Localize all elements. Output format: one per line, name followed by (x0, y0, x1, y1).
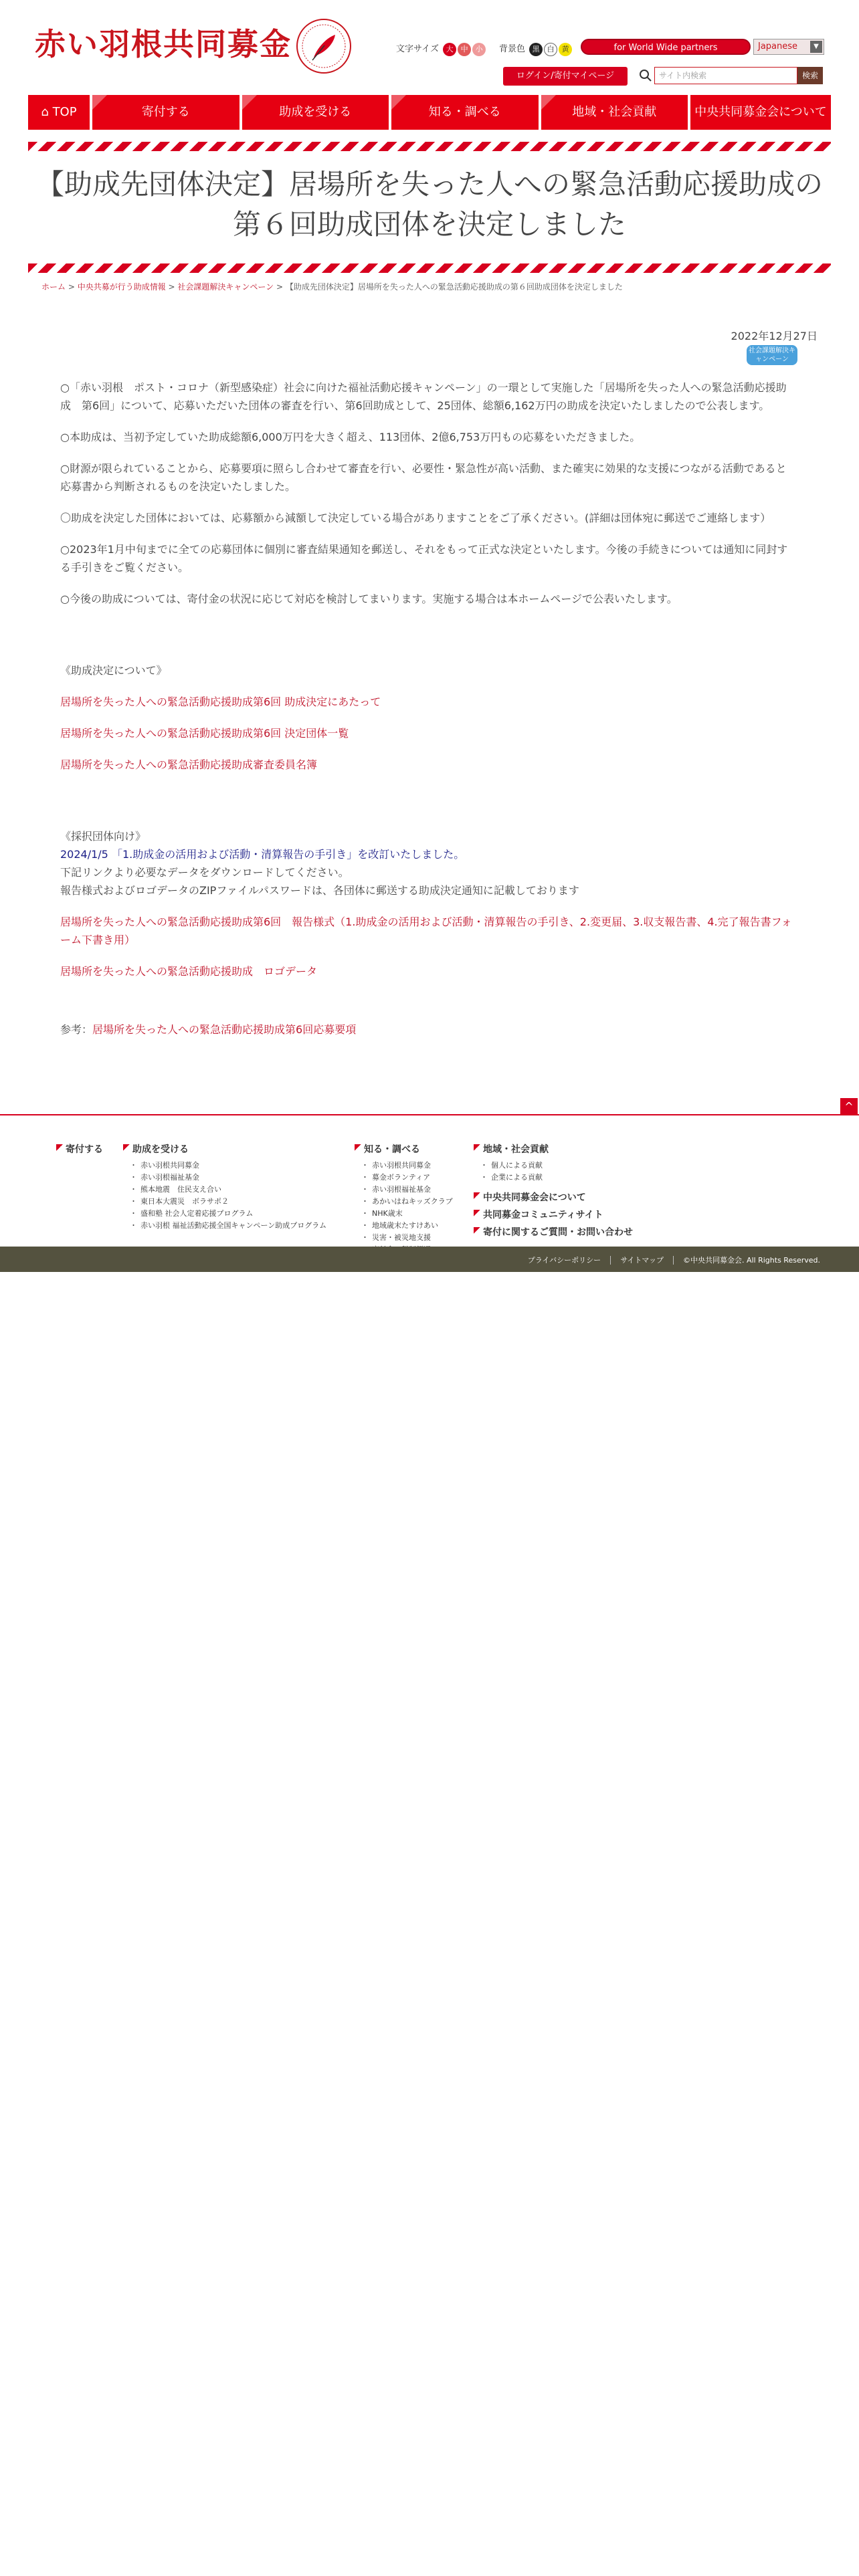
privacy-policy-link[interactable]: プライバシーポリシー (527, 1256, 601, 1265)
search-input[interactable]: サイト内検索 (654, 67, 797, 84)
article-body (60, 379, 796, 1052)
stripe-divider-bottom (28, 263, 831, 273)
bg-color-label: 背景色 (499, 44, 526, 54)
search-button[interactable]: 検索 (797, 67, 823, 84)
sitemap-link[interactable]: サイトマップ (610, 1256, 673, 1265)
bg-color-white[interactable]: 白 (544, 43, 557, 56)
footer-list-item[interactable]: ・ 盛和塾 社会人定着応援プログラム (132, 1208, 326, 1220)
font-size-large[interactable]: 大 (443, 43, 456, 56)
footer-list-item[interactable]: ・ 個人による貢献 (483, 1160, 633, 1172)
nav-community[interactable]: 地域・社会貢献 (541, 95, 688, 130)
footer-list-item[interactable]: ・ 企業による貢献 (483, 1172, 633, 1184)
footer-list-item[interactable]: ・ 赤い羽根共同募金 (132, 1160, 326, 1172)
footer-col-community (474, 1142, 633, 1243)
footer-link-community[interactable]: 地域・社会貢献 (474, 1142, 633, 1156)
footer-bottom-links (518, 1255, 830, 1265)
decision-heading: 《助成決定について》 (60, 664, 167, 677)
decision-link-notes[interactable]: 居場所を失った人への緊急活動応援助成第6回 助成決定にあたって (60, 695, 381, 708)
footer-link-about[interactable]: 中央共同募金会について (474, 1190, 633, 1204)
decision-link-committee[interactable]: 居場所を失った人への緊急活動応援助成審査委員名簿 (60, 758, 318, 771)
global-nav (28, 95, 831, 130)
reference-line: 参考：居場所を失った人への緊急活動応援助成第6回応募要項 (60, 1023, 357, 1036)
footer-list-item[interactable]: ・ あかいはねキッズクラブ (364, 1196, 453, 1208)
footer-list-item[interactable]: ・ 赤い羽根福祉基金 (364, 1184, 453, 1196)
stripe-divider-top (28, 142, 831, 151)
footer-list-item[interactable]: ・ 災害・被災地支援 (364, 1232, 453, 1244)
footer-divider (0, 1114, 859, 1115)
reference-link[interactable]: 居場所を失った人への緊急活動応援助成第6回応募要項 (92, 1023, 357, 1036)
footer-link-donate[interactable]: 寄付する (56, 1142, 103, 1156)
language-select[interactable] (753, 39, 824, 55)
breadcrumb-level1[interactable]: 中央共募が行う助成情報 (77, 282, 166, 292)
font-size-label: 文字サイズ (396, 44, 439, 54)
footer-link-community-site[interactable]: 共同募金コミュニティサイト (474, 1208, 633, 1221)
bg-color-yellow[interactable]: 黄 (559, 43, 572, 56)
campaign-badge[interactable]: 社会課題解決キャンペーン (747, 345, 797, 365)
nav-grants[interactable]: 助成を受ける (242, 95, 389, 130)
breadcrumb-current: 【助成先団体決定】居場所を失った人への緊急活動応援助成の第６回助成団体を決定しました (285, 282, 623, 292)
adopted-heading: 《採択団体向け》 (60, 830, 147, 843)
paragraph: ○「赤い羽根 ポスト・コロナ（新型感染症）社会に向けた福祉活動応援キャンペーン」の一環として実施した「居場所を失った人への緊急活動応援助成 第6回」について、応募いただいた団体の審査を行い、第6回助成として、25団体、総額6,162万円の助成を決定いたしましたので公表します。 (60, 381, 787, 412)
back-to-top-button[interactable]: ^ (840, 1098, 858, 1115)
footer-list-item[interactable]: ・ NHK歳末 (364, 1208, 453, 1220)
nav-donate[interactable]: 寄付する (92, 95, 240, 130)
breadcrumb-home[interactable]: ホーム (41, 282, 66, 292)
nav-learn[interactable]: 知る・調べる (391, 95, 539, 130)
footer-col-donate (56, 1142, 103, 1160)
footer-col-grants (123, 1142, 326, 1239)
nav-about[interactable]: 中央共同募金会について (690, 95, 831, 130)
page-title: 【助成先団体決定】居場所を失った人への緊急活動応援助成の第６回助成団体を決定しました (35, 168, 823, 241)
post-date: 2022年12月27日 (731, 330, 818, 342)
adopted-line: 下記リンクより必要なデータをダウンロードしてください。 (60, 866, 349, 879)
breadcrumb: ホーム > 中央共募が行う助成情報 > 社会課題解決キャンペーン > 【助成先団体決定】居場所を失った人への緊急活動応援助成の第６回助成団体を決定しました (41, 282, 623, 292)
adopted-line: 報告様式およびロゴデータのZIPファイルパスワードは、各団体に郵送する助成決定通知に記載しております (60, 884, 579, 897)
font-size-medium[interactable]: 中 (458, 43, 471, 56)
footer-list-item[interactable]: ・ 赤い羽根 福祉活動応援全国キャンペーン助成プログラム (132, 1220, 326, 1232)
home-icon: ⌂ (41, 105, 53, 119)
decision-link-list[interactable]: 居場所を失った人への緊急活動応援助成第6回 決定団体一覧 (60, 727, 349, 740)
paragraph: 〇助成を決定した団体においては、応募額から減額して決定している場合がありますことをご了承ください。(詳細は団体宛に郵送でご連絡します） (60, 512, 771, 524)
nav-top[interactable]: ⌂ TOP (28, 95, 90, 130)
world-wide-partners-button[interactable]: for World Wide partners (581, 39, 751, 55)
adopted-notice: 2024/1/5 「1.助成金の活用および活動・清算報告の手引き」を改訂いたしました。 (60, 848, 465, 861)
report-form-link[interactable]: 居場所を失った人への緊急活動応援助成第6回 報告様式（1.助成金の活用および活動・清算報告の手引き、2.変更届、3.収支報告書、4.完了報告書フォーム下書き用） (60, 916, 792, 946)
font-size-control (396, 41, 486, 56)
footer-list-item[interactable]: ・ 東日本大震災 ボラサポ２ (132, 1196, 326, 1208)
search-icon (638, 68, 653, 83)
footer-list-item[interactable]: ・ 募金ボランティア (364, 1172, 453, 1184)
footer-list-item[interactable]: ・ 地域歳末たすけあい (364, 1220, 453, 1232)
logo-data-link[interactable]: 居場所を失った人への緊急活動応援助成 ロゴデータ (60, 965, 318, 978)
copyright: ©中央共同募金会. All Rights Reserved. (673, 1256, 830, 1265)
footer-link-contact[interactable]: 寄付に関するご質問・お問い合わせ (474, 1225, 633, 1239)
bg-color-control (499, 41, 572, 56)
paragraph: ○今後の助成については、寄付金の状況に応じて対応を検討してまいります。実施する場合は本ホームページで公表いたします。 (60, 593, 678, 605)
paragraph: ○本助成は、当初予定していた助成総額6,000万円を大きく超え、113団体、2億6,753万円もの応募をいただきました。 (60, 431, 641, 443)
footer-list-item[interactable]: ・ 赤い羽根共同募金 (364, 1160, 453, 1172)
feather-logo-icon (296, 19, 351, 74)
footer-link-grants[interactable]: 助成を受ける (123, 1142, 326, 1156)
mypage-login-button[interactable]: ログイン/寄付マイページ (503, 67, 628, 86)
footer-list-item[interactable]: ・ 熊本地震 住民支え合い (132, 1184, 326, 1196)
bg-color-black[interactable]: 黒 (529, 43, 543, 56)
footer-link-learn[interactable]: 知る・調べる (355, 1142, 453, 1156)
footer-list-item[interactable]: ・ 赤い羽根福祉基金 (132, 1172, 326, 1184)
font-size-small[interactable]: 小 (472, 43, 486, 56)
chevron-down-icon: ▼ (810, 41, 822, 53)
breadcrumb-level2[interactable]: 社会課題解決キャンペーン (177, 282, 274, 292)
paragraph: ○財源が限られていることから、応募要項に照らし合わせて審査を行い、必要性・緊急性が高い活動、また確実に効果的な支援につながる活動であると応募書から判断されるものを決定いたしました。 (60, 462, 787, 493)
paragraph: ○2023年1月中旬までに全ての応募団体に個別に審査結果通知を郵送し、それをもって正式な決定といたします。今後の手続きについては通知に同封する手引きをご覧ください。 (60, 543, 788, 574)
language-value: Japanese (758, 41, 798, 51)
site-logo[interactable]: 赤い羽根共同募金 (35, 26, 292, 62)
